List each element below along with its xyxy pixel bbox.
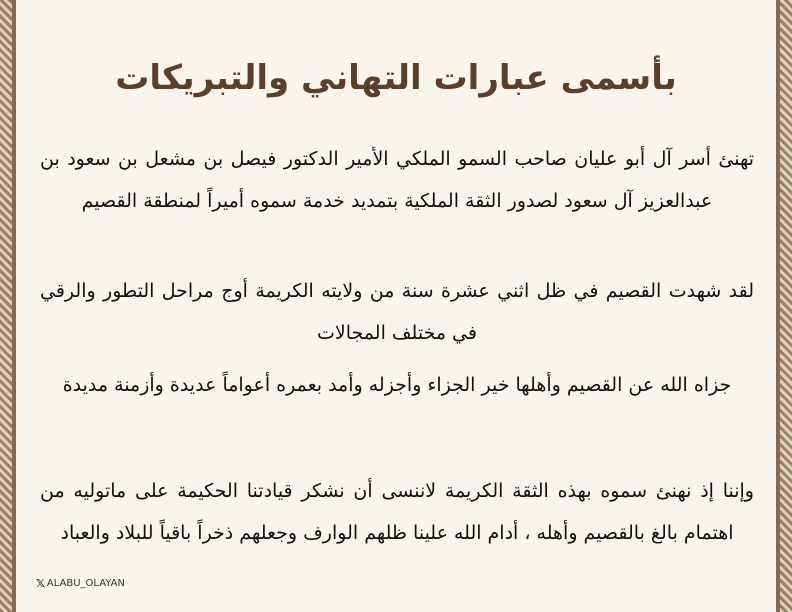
right-decorative-border bbox=[776, 0, 792, 612]
card-paper bbox=[16, 0, 776, 612]
x-logo-icon: 𝕏 bbox=[36, 577, 45, 590]
paragraph-thanks: وإننا إذ نهنئ سموه بهذه الثقة الكريمة لاننسى أن نشكر قيادتنا الحكيمة على ماتوليه من اهتمام بالغ بالقصيم وأهله ، أدام الله علينا ظلهم الوارف وجعلهم ذخراً باقياً للبلاد والعباد bbox=[40, 480, 754, 544]
paragraph-congratulation: تهنئ أسر آل أبو عليان صاحب السمو الملكي الأمير الدكتور فيصل بن مشعل بن سعود بن عبدالعزيز آل سعود لصدور الثقة الملكية بتمديد خدمة سموه أميراً لمنطقة القصيم bbox=[40, 148, 754, 212]
paragraph-development: لقد شهدت القصيم في ظل اثني عشرة سنة من ولايته الكريمة أوج مراحل التطور والرقي في مختلف المجالات bbox=[40, 280, 754, 344]
handle-text: ALABU_OLAYAN bbox=[46, 578, 125, 589]
paragraph-prayer: جزاه الله عن القصيم وأهلها خير الجزاء وأجزله وأمد بعمره أعواماً عديدة وأزمنة مديدة bbox=[62, 374, 732, 396]
left-decorative-border bbox=[0, 0, 16, 612]
social-handle bbox=[36, 577, 125, 590]
card-title: بأسمى عبارات التهاني والتبريكات bbox=[115, 58, 677, 98]
